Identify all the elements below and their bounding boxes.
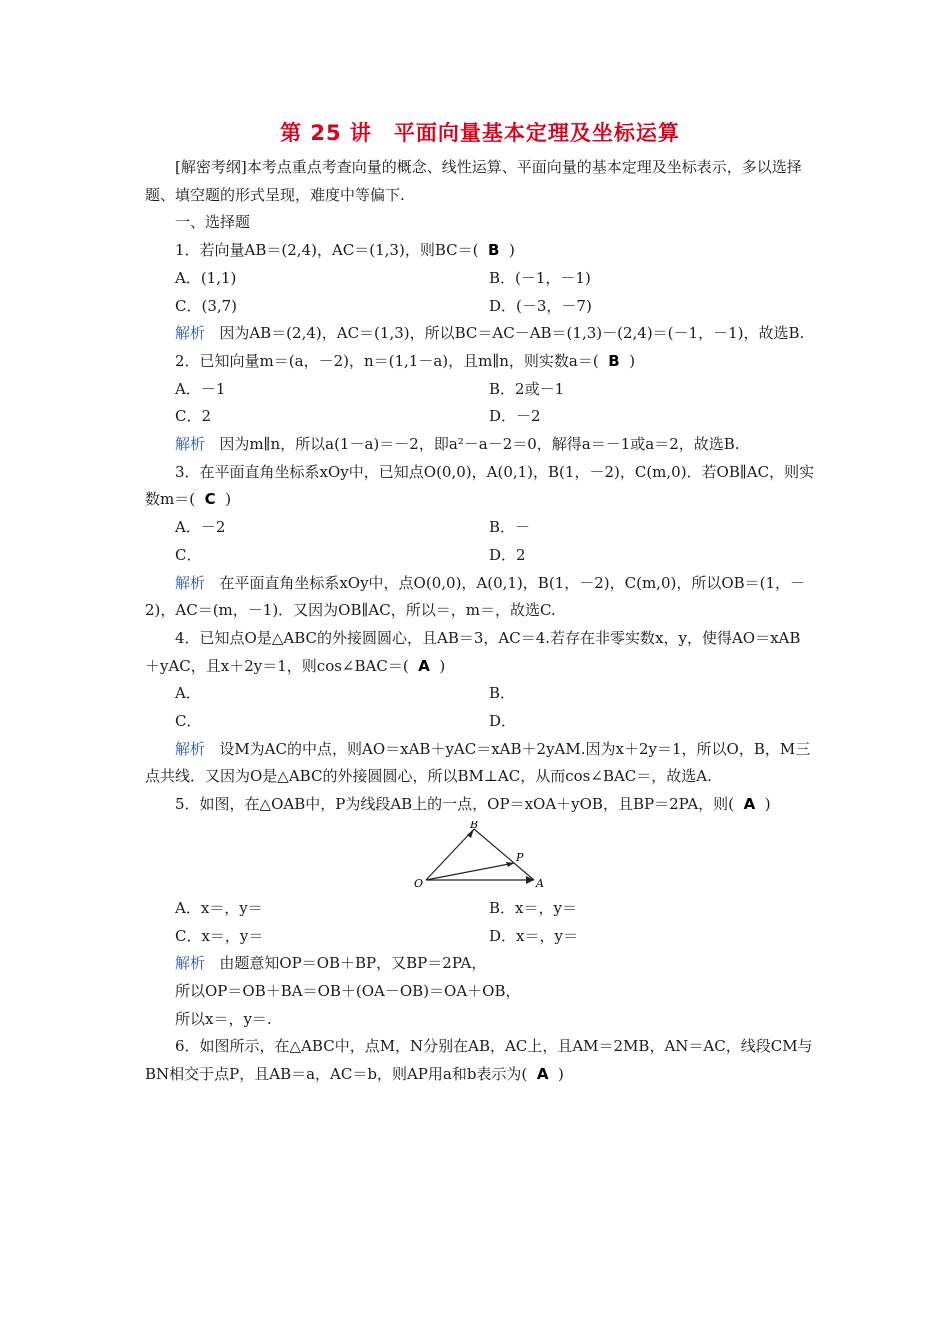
question-5-solution-line3: 所以x＝，y＝. (175, 1009, 272, 1028)
question-6-answer: A (536, 1065, 549, 1084)
solution-label: 解析 (175, 324, 206, 343)
question-2-options-row2 (145, 403, 815, 431)
page-title: 第 25 讲 平面向量基本定理及坐标运算 (280, 121, 680, 145)
option-b: B． (489, 684, 516, 703)
triangle-diagram (410, 821, 550, 895)
option-d: D．(－3，－7) (489, 296, 592, 315)
option-b: B．(－1，－1) (489, 268, 591, 287)
solution-label: 解析 (175, 573, 206, 592)
label-a: A (536, 876, 544, 890)
option-d: D．x＝，y＝ (489, 926, 578, 945)
label-p: P (516, 850, 524, 864)
option-a: A．－2 (175, 518, 226, 537)
option-d: D．2 (489, 545, 526, 564)
option-b: B．x＝，y＝ (489, 898, 577, 917)
question-1-options-row2 (145, 293, 815, 321)
question-5-solution: 解析 由题意知OP＝OB＋BP，又BP＝2PA， (175, 954, 487, 973)
question-5-options-row2 (145, 923, 815, 951)
option-a: A．－1 (175, 379, 226, 398)
question-5-answer: A (743, 795, 756, 814)
intro-paragraph: [解密考纲]本考点重点考查向量的概念、线性运算、平面向量的基本定理及坐标表示，多以选择题、填空题的形式呈现，难度中等偏下. (145, 158, 802, 204)
label-o: O (414, 876, 424, 890)
option-a: A． (175, 684, 201, 703)
option-d: D．－2 (489, 407, 541, 426)
question-6-stem: 6．如图所示，在△ABC中，点M，N分别在AB，AC上，且AM＝2MB，AN＝AC，线段CM与BN相交于点P，且AB＝a，AC＝b，则AP用a和b表示为( A ) (145, 1037, 813, 1084)
question-4-options-row2 (145, 708, 815, 736)
question-2-solution: 解析 因为m∥n，所以a(1－a)＝－2，即a²－a－2＝0，解得a＝－1或a＝2，故选B. (175, 435, 740, 454)
question-2-options-row1 (145, 376, 815, 404)
option-c: C．2 (175, 407, 212, 426)
question-3-options-row1 (145, 514, 815, 542)
question-1-options-row1 (145, 265, 815, 293)
label-b: B (470, 820, 479, 831)
option-b: B．2或－1 (489, 379, 565, 398)
option-c: C．(3,7) (175, 296, 238, 315)
question-5-solution-line2: 所以OP＝OB＋BA＝OB＋(OA－OB)＝OA＋OB， (175, 981, 521, 1000)
document-page (145, 118, 815, 1089)
question-5-options-row1 (145, 895, 815, 923)
question-3-options-row2 (145, 542, 815, 570)
question-3-solution: 解析 在平面直角坐标系xOy中，点O(0,0)，A(0,1)，B(1，－2)，C(m,0)，所以OB＝(1，－2)，AC＝(m，－1)．又因为OB∥AC，所以＝，m＝，故选C. (145, 573, 806, 620)
question-4-stem: 4．已知点O是△ABC的外接圆圆心，且AB＝3，AC＝4.若存在非零实数x，y，使得AO＝xAB＋yAC，且x＋2y＝1，则cos∠BAC＝( A ) (145, 628, 801, 675)
option-c: C．x＝，y＝ (175, 926, 264, 945)
question-4-answer: A (418, 656, 430, 675)
question-4-solution: 解析 设M为AC的中点，则AO＝xAB＋yAC＝xAB＋2yAM.因为x＋2y＝1，所以O，B，M三点共线．又因为O是△ABC的外接圆圆心，所以BM⊥AC，从而cos∠BAC＝，故选A. (145, 739, 811, 786)
question-5-stem: 5．如图，在△OAB中，P为线段AB上的一点，OP＝xOA＋yOB，且BP＝2PA，则( A ) (175, 795, 771, 814)
triangle-oab-figure (145, 821, 815, 895)
solution-label: 解析 (175, 435, 206, 454)
solution-label: 解析 (175, 954, 206, 973)
section-heading: 一、选择题 (175, 213, 251, 232)
option-c: C． (175, 712, 202, 731)
segment-ba (474, 829, 534, 880)
question-3-answer: C (204, 490, 216, 509)
option-d: D． (489, 712, 517, 731)
solution-label: 解析 (175, 739, 206, 758)
question-2-stem: 2．已知向量m＝(a，－2)，n＝(1,1－a)，且m∥n，则实数a＝( B ) (175, 351, 636, 370)
question-1-stem: 1．若向量AB＝(2,4)，AC＝(1,3)，则BC＝( B ) (175, 241, 515, 260)
question-1-solution: 解析 因为AB＝(2,4)，AC＝(1,3)，所以BC＝AC－AB＝(1,3)－(2,4)＝(－1，－1)，故选B. (175, 324, 805, 343)
option-a: A．(1,1) (175, 268, 237, 287)
question-4-options-row1 (145, 680, 815, 708)
option-c: C． (175, 545, 202, 564)
question-1-answer: B (488, 241, 500, 260)
question-2-answer: B (608, 351, 620, 370)
option-b: B．－ (489, 518, 531, 537)
option-a: A．x＝，y＝ (175, 898, 263, 917)
question-3-stem: 3．在平面直角坐标系xOy中，已知点O(0,0)，A(0,1)，B(1，－2)，C(m,0)．若OB∥AC，则实数m＝( C ) (145, 462, 815, 509)
